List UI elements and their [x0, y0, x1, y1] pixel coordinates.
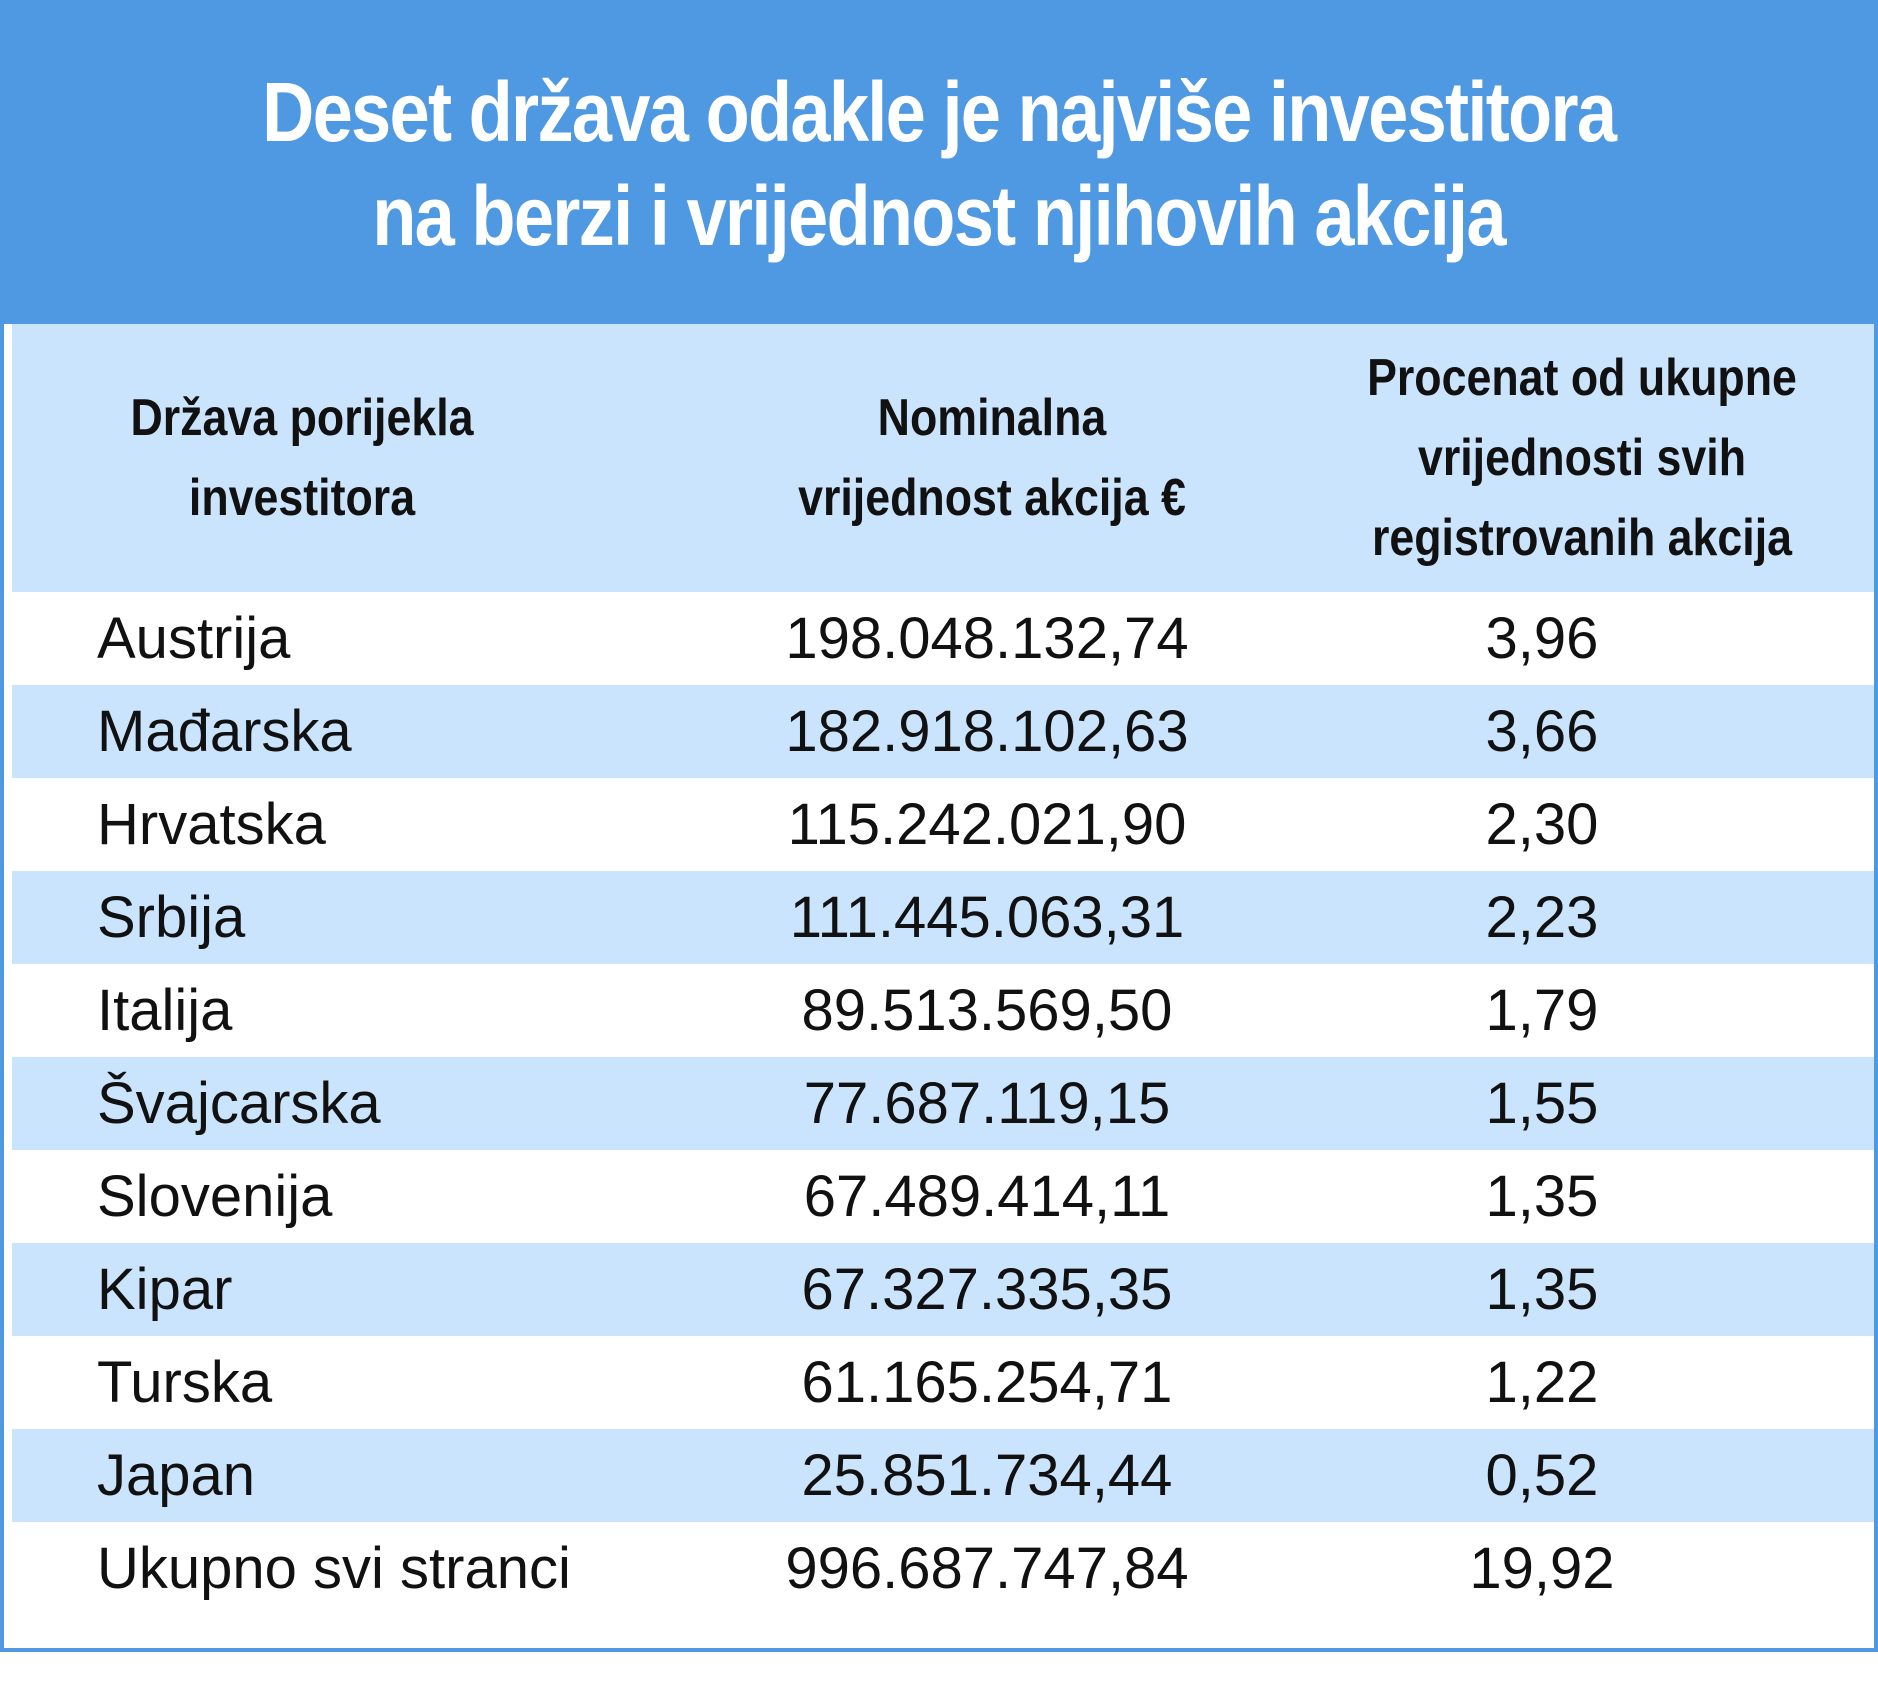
- table-row: [12, 1243, 1874, 1336]
- cell-percent: 1,35: [1485, 1164, 1599, 1229]
- table-row: [12, 1336, 1874, 1429]
- cell-percent: 1,55: [1485, 1071, 1599, 1136]
- cell-nominal-value: 182.918.102,63: [785, 699, 1189, 764]
- cell-country: Kipar: [97, 1257, 233, 1322]
- cell-percent: 2,23: [1485, 885, 1599, 950]
- table-row: [12, 1429, 1874, 1522]
- cell-nominal-value: 115.242.021,90: [787, 792, 1187, 857]
- table-row: [12, 1150, 1874, 1243]
- cell-nominal-value: 996.687.747,84: [785, 1536, 1189, 1601]
- cell-percent: 3,66: [1485, 699, 1599, 764]
- column-header-percent: Procenat od ukupne vrijednosti svih registrovanih akcija: [1367, 349, 1797, 567]
- table-row: [12, 685, 1874, 778]
- cell-country: Slovenija: [97, 1164, 333, 1229]
- cell-country: Italija: [97, 978, 233, 1043]
- cell-country: Srbija: [97, 885, 246, 950]
- table-body: [12, 592, 1874, 1615]
- cell-country: Japan: [97, 1443, 256, 1508]
- cell-percent: 19,92: [1469, 1536, 1615, 1601]
- table-row: [12, 1057, 1874, 1150]
- table-row: [12, 964, 1874, 1057]
- cell-country: Austrija: [97, 606, 291, 671]
- cell-percent: 1,22: [1485, 1350, 1599, 1415]
- column-header-nominal-value: Nominalna vrijednost akcija €: [798, 389, 1186, 527]
- data-table: [12, 324, 1874, 1615]
- cell-percent: 0,52: [1485, 1443, 1599, 1508]
- table-row: [12, 778, 1874, 871]
- cell-country: Ukupno svi stranci: [97, 1536, 571, 1601]
- title-line-2: na berzi i vrijednost njihovih akcija: [372, 169, 1506, 263]
- cell-country: Mađarska: [97, 699, 352, 764]
- title-line-1: Deset država odakle je najviše investitora: [262, 65, 1616, 159]
- cell-percent: 1,35: [1485, 1257, 1599, 1322]
- table-header-row: [12, 324, 1874, 592]
- table-row: [12, 592, 1874, 685]
- table-row: [12, 871, 1874, 964]
- cell-nominal-value: 25.851.734,44: [801, 1443, 1173, 1508]
- table-row: [12, 1522, 1874, 1615]
- cell-nominal-value: 77.687.119,15: [803, 1071, 1171, 1136]
- cell-nominal-value: 61.165.254,71: [801, 1350, 1173, 1415]
- cell-country: Hrvatska: [97, 792, 326, 857]
- cell-nominal-value: 198.048.132,74: [785, 606, 1189, 671]
- cell-nominal-value: 89.513.569,50: [801, 978, 1173, 1043]
- cell-percent: 3,96: [1485, 606, 1599, 671]
- cell-nominal-value: 111.445.063,31: [789, 885, 1185, 950]
- cell-country: Turska: [97, 1350, 273, 1415]
- cell-percent: 1,79: [1485, 978, 1599, 1043]
- cell-nominal-value: 67.489.414,11: [803, 1164, 1171, 1229]
- cell-country: Švajcarska: [97, 1071, 381, 1136]
- cell-percent: 2,30: [1485, 792, 1599, 857]
- column-header-country: Država porijekla investitora: [130, 389, 474, 527]
- cell-nominal-value: 67.327.335,35: [801, 1257, 1173, 1322]
- title-bar: [4, 4, 1874, 324]
